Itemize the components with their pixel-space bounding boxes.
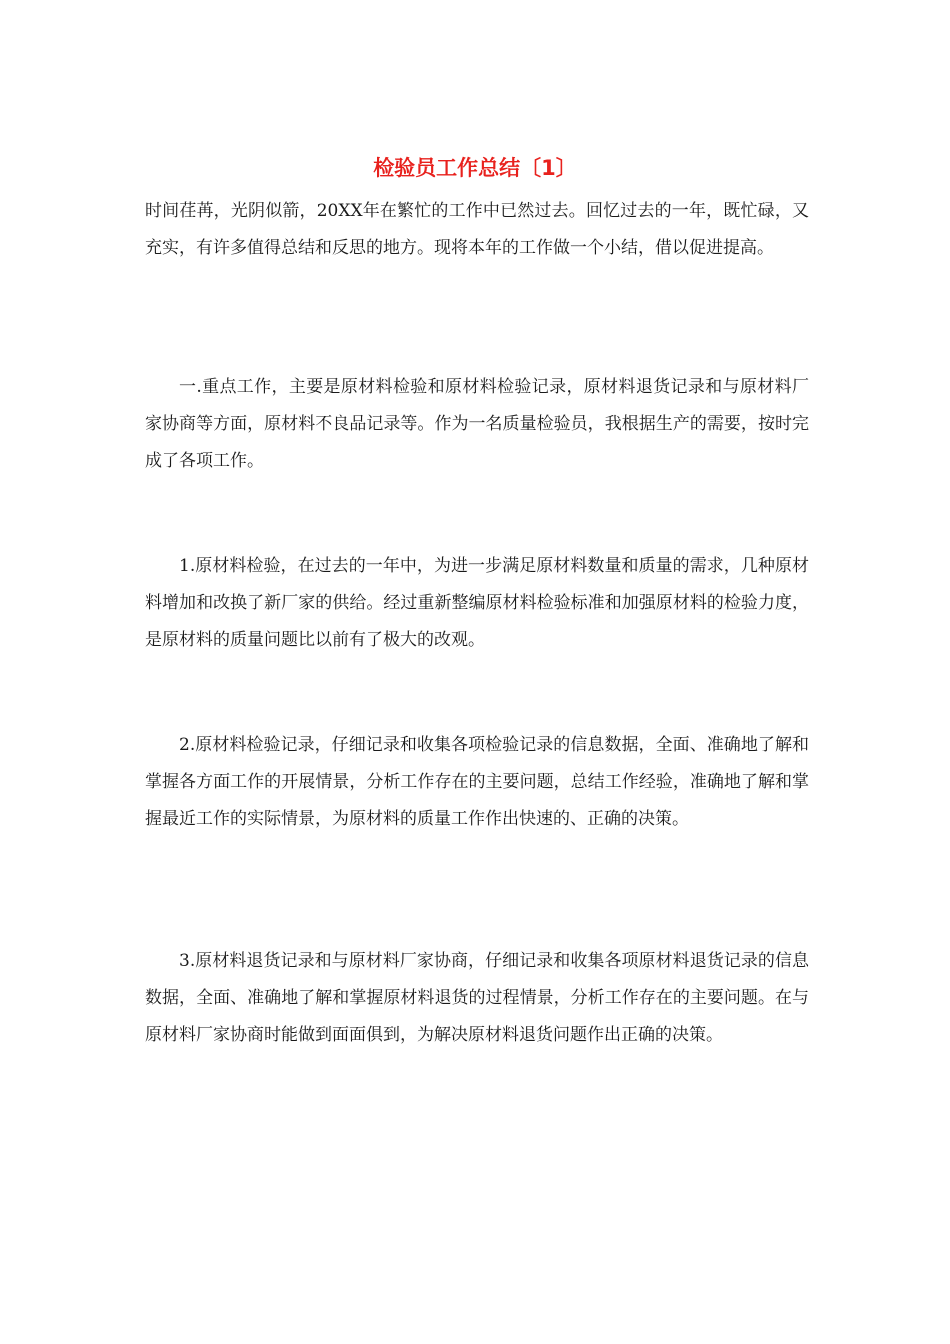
key-work-paragraph: 一.重点工作，主要是原材料检验和原材料检验记录，原材料退货记录和与原材料厂家协商等方面，原材料不良品记录等。作为一名质量检验员，我根据生产的需要，按时完成了各项工作。: [145, 377, 809, 471]
item-3-paragraph: 3.原材料退货记录和与原材料厂家协商，仔细记录和收集各项原材料退货记录的信息数据，全面、准确地了解和掌握原材料退货的过程情景，分析工作存在的主要问题。在与原材料厂家协商时能做到面面俱到，为解决原材料退货问题作出正确的决策。: [145, 951, 809, 1045]
intro-paragraph: 时间荏苒，光阴似箭，20XX年在繁忙的工作中已然过去。回忆过去的一年，既忙碌，又充实，有许多值得总结和反思的地方。现将本年的工作做一个小结，借以促进提高。: [145, 201, 809, 258]
item-1-paragraph: 1.原材料检验，在过去的一年中，为进一步满足原材料数量和质量的需求，几种原材料增加和改换了新厂家的供给。经过重新整编原材料检验标准和加强原材料的检验力度，是原材料的质量问题比以前有了极大的改观。: [145, 556, 809, 650]
document-title: 检验员工作总结〔1〕: [373, 156, 577, 180]
item-2-paragraph: 2.原材料检验记录，仔细记录和收集各项检验记录的信息数据，全面、准确地了解和掌握各方面工作的开展情景，分析工作存在的主要问题，总结工作经验，准确地了解和掌握最近工作的实际情景，为原材料的质量工作作出快速的、正确的决策。: [145, 735, 809, 829]
